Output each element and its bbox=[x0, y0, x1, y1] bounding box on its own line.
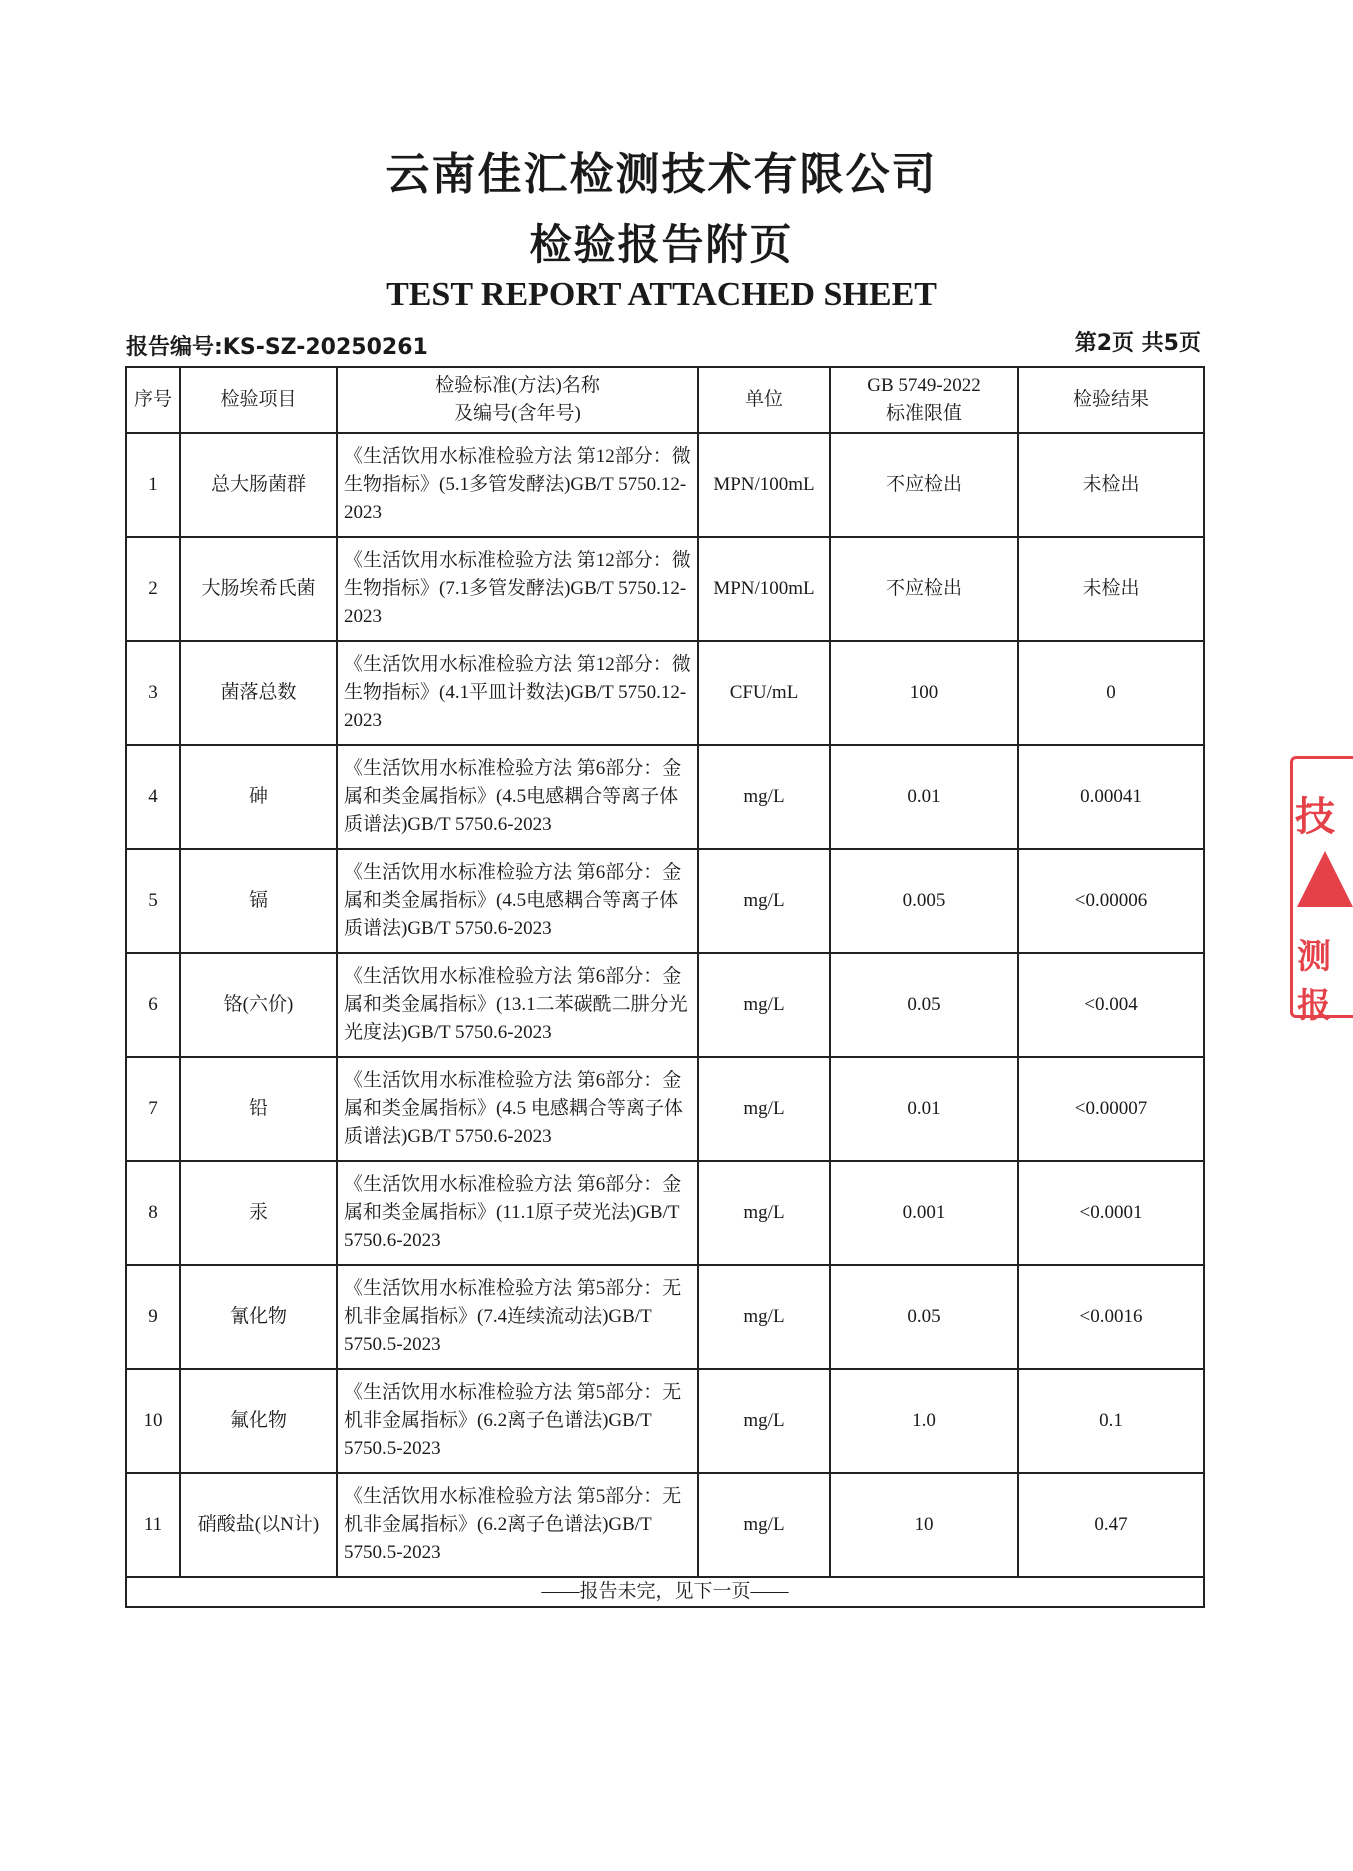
header-item: 检验项目 bbox=[180, 367, 337, 433]
cell-limit: 不应检出 bbox=[830, 433, 1018, 537]
cell-seq: 11 bbox=[126, 1473, 180, 1577]
cell-limit: 1.0 bbox=[830, 1369, 1018, 1473]
official-seal-stamp bbox=[1290, 756, 1353, 1026]
cell-seq: 1 bbox=[126, 433, 180, 537]
cell-limit: 0.001 bbox=[830, 1161, 1018, 1265]
header-method-line2: 及编号(含年号) bbox=[454, 403, 581, 424]
header-limit-line1: GB 5749-2022 bbox=[867, 375, 981, 396]
cell-item: 大肠埃希氏菌 bbox=[180, 537, 337, 641]
cell-method: 《生活饮用水标准检验方法 第5部分：无机非金属指标》(6.2离子色谱法)GB/T 5750.5-2023 bbox=[337, 1473, 698, 1577]
cell-method: 《生活饮用水标准检验方法 第6部分：金属和类金属指标》(11.1原子荧光法)GB/T 5750.6-2023 bbox=[337, 1161, 698, 1265]
report-number: 报告编号:KS-SZ-20250261 bbox=[126, 335, 428, 360]
cell-limit: 0.05 bbox=[830, 1265, 1018, 1369]
table-row bbox=[126, 1473, 1204, 1577]
cell-seq: 9 bbox=[126, 1265, 180, 1369]
cell-limit: 0.005 bbox=[830, 849, 1018, 953]
table-row bbox=[126, 1369, 1204, 1473]
cell-method: 《生活饮用水标准检验方法 第12部分：微生物指标》(5.1多管发酵法)GB/T 5750.12-2023 bbox=[337, 433, 698, 537]
continuation-note: ——报告未完，见下一页—— bbox=[126, 1577, 1204, 1607]
results-table bbox=[125, 366, 1205, 1608]
cell-method: 《生活饮用水标准检验方法 第6部分：金属和类金属指标》(4.5电感耦合等离子体质谱法)GB/T 5750.6-2023 bbox=[337, 745, 698, 849]
header-method bbox=[337, 367, 698, 433]
cell-unit: mg/L bbox=[698, 1057, 830, 1161]
cell-result: 未检出 bbox=[1018, 433, 1204, 537]
cell-seq: 6 bbox=[126, 953, 180, 1057]
cell-result: <0.00006 bbox=[1018, 849, 1204, 953]
table-row bbox=[126, 953, 1204, 1057]
cell-seq: 4 bbox=[126, 745, 180, 849]
cell-unit: mg/L bbox=[698, 1473, 830, 1577]
cell-result: 未检出 bbox=[1018, 537, 1204, 641]
cell-item: 砷 bbox=[180, 745, 337, 849]
cell-result: <0.00007 bbox=[1018, 1057, 1204, 1161]
cell-seq: 7 bbox=[126, 1057, 180, 1161]
cell-limit: 100 bbox=[830, 641, 1018, 745]
cell-method: 《生活饮用水标准检验方法 第12部分：微生物指标》(4.1平皿计数法)GB/T 5750.12-2023 bbox=[337, 641, 698, 745]
cell-seq: 5 bbox=[126, 849, 180, 953]
table-row bbox=[126, 1265, 1204, 1369]
cell-item: 铬(六价) bbox=[180, 953, 337, 1057]
table-header-row bbox=[126, 367, 1204, 433]
cell-item: 氰化物 bbox=[180, 1265, 337, 1369]
header-seq: 序号 bbox=[126, 367, 180, 433]
cell-method: 《生活饮用水标准检验方法 第6部分：金属和类金属指标》(4.5 电感耦合等离子体质谱法)GB/T 5750.6-2023 bbox=[337, 1057, 698, 1161]
header-unit: 单位 bbox=[698, 367, 830, 433]
cell-limit: 不应检出 bbox=[830, 537, 1018, 641]
table-row bbox=[126, 641, 1204, 745]
cell-unit: CFU/mL bbox=[698, 641, 830, 745]
table-row bbox=[126, 745, 1204, 849]
cell-item: 总大肠菌群 bbox=[180, 433, 337, 537]
cell-result: 0.00041 bbox=[1018, 745, 1204, 849]
header-limit bbox=[830, 367, 1018, 433]
cell-result: 0.47 bbox=[1018, 1473, 1204, 1577]
cell-item: 菌落总数 bbox=[180, 641, 337, 745]
cell-method: 《生活饮用水标准检验方法 第6部分：金属和类金属指标》(4.5电感耦合等离子体质谱法)GB/T 5750.6-2023 bbox=[337, 849, 698, 953]
cell-limit: 0.01 bbox=[830, 745, 1018, 849]
cell-unit: mg/L bbox=[698, 953, 830, 1057]
cell-unit: MPN/100mL bbox=[698, 433, 830, 537]
cell-unit: MPN/100mL bbox=[698, 537, 830, 641]
header-result: 检验结果 bbox=[1018, 367, 1204, 433]
cell-limit: 0.01 bbox=[830, 1057, 1018, 1161]
cell-result: <0.0001 bbox=[1018, 1161, 1204, 1265]
cell-seq: 8 bbox=[126, 1161, 180, 1265]
cell-result: 0 bbox=[1018, 641, 1204, 745]
cell-method: 《生活饮用水标准检验方法 第5部分：无机非金属指标》(6.2离子色谱法)GB/T 5750.5-2023 bbox=[337, 1369, 698, 1473]
header-method-line1: 检验标准(方法)名称 bbox=[435, 375, 600, 396]
cell-method: 《生活饮用水标准检验方法 第6部分：金属和类金属指标》(13.1二苯碳酰二肼分光光度法)GB/T 5750.6-2023 bbox=[337, 953, 698, 1057]
cell-unit: mg/L bbox=[698, 849, 830, 953]
stamp-char-bottom: 测报 bbox=[1297, 937, 1331, 1026]
cell-seq: 10 bbox=[126, 1369, 180, 1473]
table-row bbox=[126, 433, 1204, 537]
cell-limit: 0.05 bbox=[830, 953, 1018, 1057]
stamp-char-top: 技 bbox=[1295, 794, 1335, 840]
cell-result: <0.004 bbox=[1018, 953, 1204, 1057]
cell-method: 《生活饮用水标准检验方法 第12部分：微生物指标》(7.1多管发酵法)GB/T 5750.12-2023 bbox=[337, 537, 698, 641]
cell-item: 硝酸盐(以N计) bbox=[180, 1473, 337, 1577]
cell-unit: mg/L bbox=[698, 1265, 830, 1369]
english-title: TEST REPORT ATTACHED SHEET bbox=[386, 276, 937, 313]
cell-seq: 3 bbox=[126, 641, 180, 745]
cell-item: 镉 bbox=[180, 849, 337, 953]
table-row bbox=[126, 849, 1204, 953]
cell-limit: 10 bbox=[830, 1473, 1018, 1577]
cell-result: <0.0016 bbox=[1018, 1265, 1204, 1369]
company-name: 云南佳汇检测技术有限公司 bbox=[385, 149, 938, 200]
cell-item: 汞 bbox=[180, 1161, 337, 1265]
cell-method: 《生活饮用水标准检验方法 第5部分：无机非金属指标》(7.4连续流动法)GB/T 5750.5-2023 bbox=[337, 1265, 698, 1369]
cell-item: 铅 bbox=[180, 1057, 337, 1161]
header-limit-line2: 标准限值 bbox=[885, 403, 962, 424]
cell-unit: mg/L bbox=[698, 1161, 830, 1265]
table-row bbox=[126, 537, 1204, 641]
cell-result: 0.1 bbox=[1018, 1369, 1204, 1473]
cell-seq: 2 bbox=[126, 537, 180, 641]
cell-item: 氟化物 bbox=[180, 1369, 337, 1473]
table-footer-row bbox=[126, 1577, 1204, 1607]
table-row bbox=[126, 1057, 1204, 1161]
cell-unit: mg/L bbox=[698, 1369, 830, 1473]
star-icon bbox=[1297, 851, 1353, 907]
cell-unit: mg/L bbox=[698, 745, 830, 849]
page-info: 第2页 共5页 bbox=[1074, 331, 1201, 356]
table-row bbox=[126, 1161, 1204, 1265]
page-subtitle: 检验报告附页 bbox=[529, 220, 794, 269]
